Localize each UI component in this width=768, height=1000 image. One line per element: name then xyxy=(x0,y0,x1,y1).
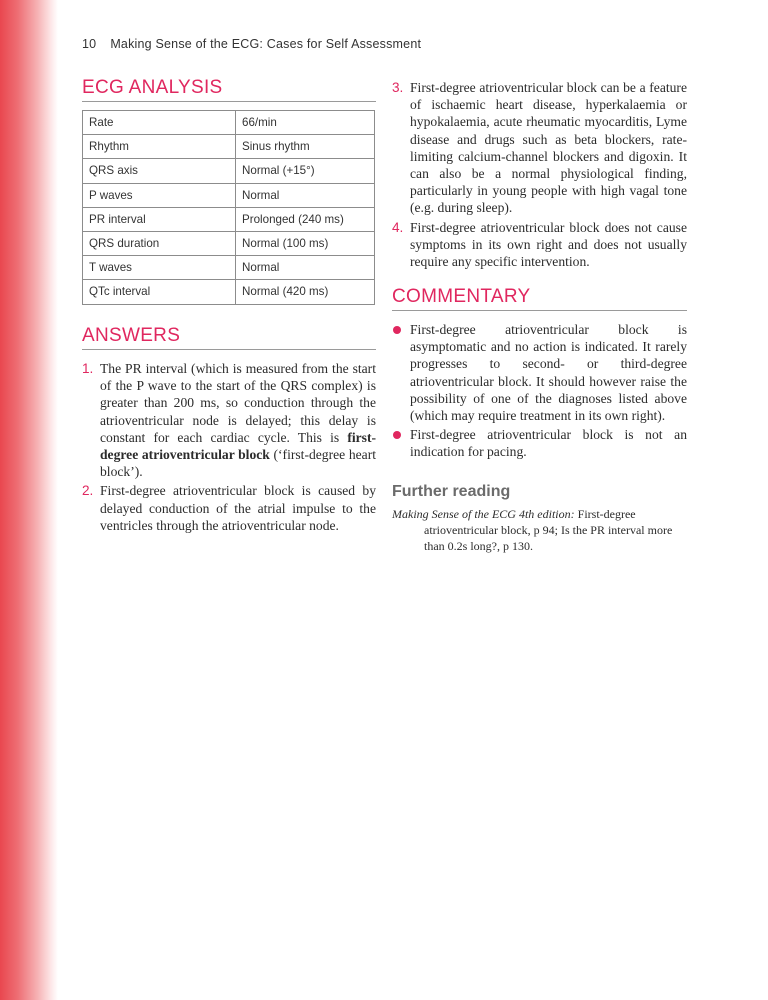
ecg-analysis-heading: ECG ANALYSIS xyxy=(82,77,376,102)
table-row xyxy=(83,207,375,231)
commentary-heading: COMMENTARY xyxy=(392,286,687,311)
answer-text-tail: (‘first-degree heart block’). xyxy=(100,447,376,480)
ecg-parameter-label: P waves xyxy=(83,183,236,207)
answer-text: First-degree atrioventricular block is caused by delayed conduction of the atrial impulse to the ventricles through the atrioventricular node. xyxy=(100,483,376,533)
answer-text: First-degree atrioventricular block does not cause symptoms in its own right and does not usually require any specific intervention. xyxy=(410,219,687,270)
bullet-icon xyxy=(393,431,401,439)
ecg-parameter-value: Sinus rhythm xyxy=(236,135,375,159)
further-reading-entry xyxy=(392,506,687,554)
table-row xyxy=(83,256,375,280)
answer-number: 4. xyxy=(392,219,404,235)
ecg-parameter-value: 66/min xyxy=(236,111,375,135)
answer-number: 3. xyxy=(392,80,404,95)
ecg-parameter-label: Rate xyxy=(83,111,236,135)
page-number: 10 xyxy=(82,37,97,51)
commentary-text: First-degree atrioventricular block is not an indication for pacing. xyxy=(410,427,687,460)
page-edge-band xyxy=(0,0,58,1000)
answers-list-left xyxy=(82,360,376,536)
answer-item xyxy=(392,219,687,271)
commentary-text: First-degree atrioventricular block is asymptomatic and no action is indicated. It rarely progresses to second- or third-degree atrioventricular block. It should however raise the possibility of one of the diagnoses listed above (which may require treatment in its own right). xyxy=(410,322,687,424)
ecg-parameter-label: Rhythm xyxy=(83,135,236,159)
book-title: Making Sense of the ECG: Cases for Self Assessment xyxy=(110,37,422,51)
ecg-parameter-label: T waves xyxy=(83,256,236,280)
answer-text: First-degree atrioventricular block can be a feature of ischaemic heart disease, hyperkalaemia or hypokalaemia, acute rheumatic myocarditis, Lyme disease and drugs such as beta blockers, rate-limiting calcium-channel blockers and digoxin. It can also be a normal physiological finding, particularly in young people with high vagal tone (e.g. during sleep). xyxy=(410,80,687,216)
ecg-parameter-value: Normal xyxy=(236,183,375,207)
running-header xyxy=(82,37,421,51)
answer-text: The PR interval (which is measured from the start of the P wave to the start of the QRS complex) is greater than 200 ms, so conduction through the atrioventricular node is delayed; this delay is constant for each cardiac cycle. This is xyxy=(100,361,376,445)
answer-item xyxy=(82,360,376,480)
answer-item xyxy=(82,482,376,534)
ecg-parameter-value: Prolonged (240 ms) xyxy=(236,207,375,231)
bullet-icon xyxy=(393,326,401,334)
table-row xyxy=(83,231,375,255)
ecg-parameter-label: QRS duration xyxy=(83,231,236,255)
ecg-parameter-label: PR interval xyxy=(83,207,236,231)
table-row xyxy=(83,159,375,183)
answer-bold-term: first-degree atrioventricular block xyxy=(100,429,376,463)
table-row xyxy=(83,135,375,159)
ecg-parameter-label: QRS axis xyxy=(83,159,236,183)
ecg-parameter-label: QTc interval xyxy=(83,280,236,304)
further-reading-heading: Further reading xyxy=(392,483,511,500)
further-reading-text: First-degree atrioventricular block, p 94; Is the PR interval more than 0.2s long?, p 130. xyxy=(424,507,673,553)
answer-number: 1. xyxy=(82,361,94,376)
answer-item xyxy=(392,79,687,217)
ecg-analysis-table xyxy=(82,110,375,305)
table-row xyxy=(83,111,375,135)
ecg-parameter-value: Normal (420 ms) xyxy=(236,280,375,304)
commentary-item xyxy=(392,321,687,424)
answers-heading: ANSWERS xyxy=(82,325,376,350)
ecg-parameter-value: Normal xyxy=(236,256,375,280)
answers-list-right xyxy=(392,79,687,272)
commentary-list xyxy=(392,321,687,463)
commentary-item xyxy=(392,426,687,460)
ecg-parameter-value: Normal (+15°) xyxy=(236,159,375,183)
answer-number: 2. xyxy=(82,483,94,499)
ecg-parameter-value: Normal (100 ms) xyxy=(236,231,375,255)
further-reading-source: Making Sense of the ECG 4th edition: xyxy=(392,507,575,521)
table-row xyxy=(83,183,375,207)
table-row xyxy=(83,280,375,304)
